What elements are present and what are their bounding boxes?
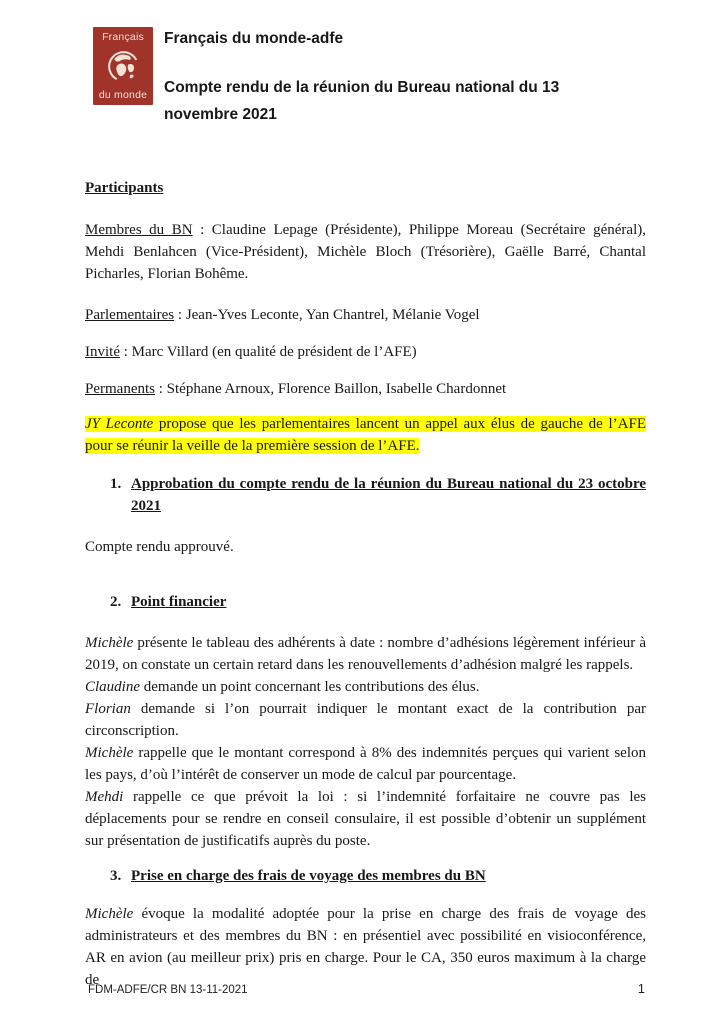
paragraph-text: évoque la modalité adoptée pour la prise en charge des frais de voyage des administrateurs et des membres du BN : en présentiel avec possibilité en visioconférence, AR en avion (au meilleur prix) pris en charge. Pour le CA, 350 euros maximum à la charge de (85, 906, 646, 988)
paragraph-text: présente le tableau des adhérents à date : nombre d’adhésions légèrement inférieur à 2019, on constate un certain retard dans les renouvellements d’adhésion malgré les rappels. (85, 635, 646, 673)
paragraph-speaker: Florian (85, 701, 131, 717)
paragraph-speaker: Michèle (85, 906, 134, 922)
section-2-paragraph (85, 742, 646, 786)
group-separator: : (174, 307, 186, 323)
document-header (93, 27, 634, 128)
paragraph-text: rappelle ce que prévoit la loi : si l’indemnité forfaitaire ne couvre pas les déplacements pour se rendre en conseil consulaire, il est possible d’obtenir un supplément sur présentation de justificatifs auprès du poste. (85, 789, 646, 849)
group-label: Permanents (85, 381, 155, 397)
highlighted-note (85, 413, 646, 457)
group-value: Jean-Yves Leconte, Yan Chantrel, Mélanie Vogel (185, 307, 480, 323)
section-3-paragraph (85, 903, 646, 991)
highlight-mark (85, 416, 646, 454)
section-number: 3. (110, 868, 122, 884)
section-title: Point financier (131, 594, 227, 610)
section-spacer (85, 852, 646, 865)
document-body (85, 177, 646, 991)
section-3-heading (110, 865, 646, 887)
paragraph-speaker: Michèle (85, 635, 134, 651)
section-2-paragraph (85, 786, 646, 852)
participants-parlementaires (85, 304, 646, 326)
highlight-speaker: JY Leconte (85, 416, 154, 432)
doc-title: Compte rendu de la réunion du Bureau national du 13 novembre 2021 (164, 79, 560, 123)
paragraph-text: demande un point concernant les contributions des élus. (140, 679, 480, 695)
document-footer (88, 981, 645, 996)
section-1-paragraph (85, 536, 646, 558)
page-number: 1 (637, 981, 645, 996)
group-value: Stéphane Arnoux, Florence Baillon, Isabelle Chardonnet (166, 381, 507, 397)
org-logo (93, 27, 153, 105)
section-number: 1. (110, 476, 122, 492)
group-separator: : (192, 222, 212, 238)
section-2-heading (110, 591, 646, 613)
section-2-paragraph (85, 676, 646, 698)
group-value: Marc Villard (en qualité de président de l’AFE) (131, 344, 417, 360)
section-2-paragraphs (85, 632, 646, 852)
section-number: 2. (110, 594, 122, 610)
globe-icon (105, 48, 142, 85)
group-label: Membres du BN (85, 222, 193, 238)
logo-top-text: Français (102, 31, 144, 43)
section-title: Prise en charge des frais de voyage des membres du BN (131, 868, 486, 884)
participants-membres-bn (85, 219, 646, 285)
section-2-paragraph (85, 698, 646, 742)
section-title: Approbation du compte rendu de la réunion du Bureau national du 23 octobre 2021 (131, 476, 646, 514)
header-titles (164, 27, 634, 128)
paragraph-text: rappelle que le montant correspond à 8% des indemnités perçues qui varient selon les pays, d’où l’intérêt de conserver un mode de calcul par pourcentage. (85, 745, 646, 783)
section-2-paragraph (85, 632, 646, 676)
group-value: Claudine Lepage (Présidente), Philippe Moreau (Secrétaire général), Mehdi Benlahcen (Vice-Président), Michèle Bloch (Trésorière), Gaëlle Barré, Chantal Picharles, Florian Bohême. (85, 222, 646, 282)
org-title: Français du monde-adfe (164, 30, 344, 47)
footer-reference: FDM-ADFE/CR BN 13-11-2021 (88, 984, 248, 996)
participants-permanents (85, 378, 646, 400)
paragraph-speaker: Claudine (85, 679, 140, 695)
section-1-heading (110, 473, 646, 517)
paragraph-text: Compte rendu approuvé. (85, 539, 234, 555)
group-separator: : (154, 381, 167, 397)
group-label: Parlementaires (85, 307, 175, 323)
participants-invite (85, 341, 646, 363)
paragraph-text: demande si l’on pourrait indiquer le montant exact de la contribution par circonscription. (85, 701, 646, 739)
paragraph-speaker: Michèle (85, 745, 134, 761)
participants-heading: Participants (85, 180, 164, 196)
logo-bottom-text: du monde (98, 89, 148, 101)
group-separator: : (120, 344, 132, 360)
paragraph-speaker: Mehdi (85, 789, 124, 805)
highlight-text: propose que les parlementaires lancent un appel aux élus de gauche de l’AFE pour se réunir la veille de la première session de l’AFE. (85, 416, 647, 454)
group-label: Invité (85, 344, 120, 360)
